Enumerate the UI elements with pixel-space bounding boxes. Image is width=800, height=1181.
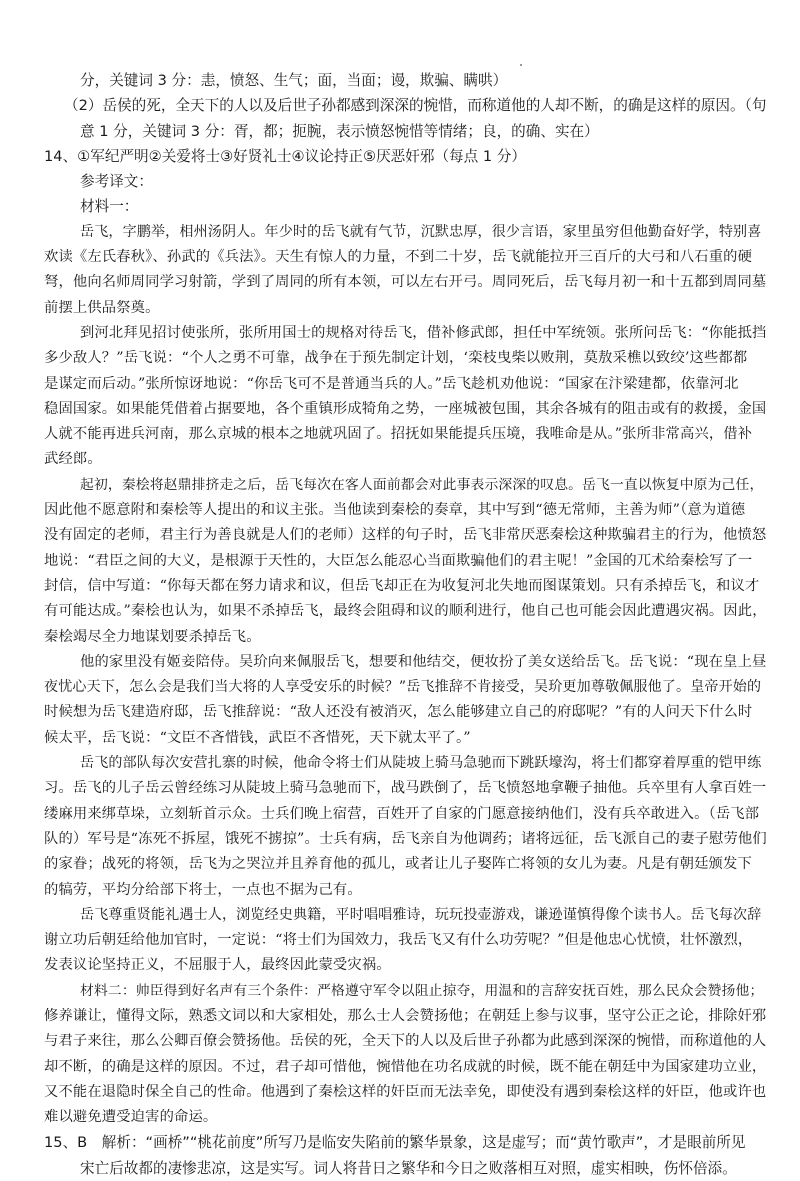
material1-line-10: 武经郎。	[44, 451, 102, 468]
material1-line-1: 岳飞，字鹏举，相州汤阴人。年少时的岳飞就有气节，沉默忠厚，很少言语，家里虽穷但他勤奋好学，特别喜	[80, 223, 762, 240]
material1-line-15: 封信，信中写道：“你每天都在努力请求和议，但岳飞却正在为收复河北失地而图谋策划。只有杀掉岳飞，和议才	[44, 577, 760, 594]
material1-line-7: 是谋定而后动。”张所惊讶地说：“你岳飞可不是普通当兵的人。”岳飞趁机劝他说：“国家在汴梁建都，依靠河北	[44, 375, 739, 392]
material1-line-29: 谢立功后朝廷给他加官时，一定说：“将士们为国效力，我岳飞又有什么功劳呢？”但是他忠心忧愤，壮怀激烈，	[44, 932, 753, 949]
material1-line-16: 有可能达成。”秦桧也认为，如果不杀掉岳飞，最终会阻碍和议的顺利进行，他自己也可能会因此遭遇灾祸。因此，	[44, 603, 767, 620]
q14-answer	[44, 144, 772, 169]
material1-line-19: 夜忧心天下，怎么会是我们当大将的人享受安乐的时候？”岳飞推辞不肯接受，吴玠更加尊敬佩服他了。皇帝开始的	[44, 679, 762, 696]
material2-line-3: 与君子来往，那么公卿百僚会赞扬他。岳侯的死，全天下的人以及后世子孙都为此感到深深的惋惜，而称道他的人	[44, 1033, 767, 1050]
material1-line-17: 秦桧竭尽全力地谋划要杀掉岳飞。	[44, 628, 261, 645]
material1-line-9: 人就不能再进兵河南，那么京城的根本之地就巩固了。招抚如果能提兵压境，我唯命是从。”张所非常高兴，借补	[44, 426, 753, 443]
material1-line-30: 发表议论坚持正义，不屈服于人，最终因此蒙受灾祸。	[44, 957, 391, 974]
material1-line-26: 的家眷；战死的将领，岳飞为之哭泣并且养育他的孤儿，或者让儿子娶阵亡将领的女儿为妻。凡是有朝廷颁发下	[44, 856, 752, 873]
q15-number: 15、	[44, 1134, 78, 1152]
material1-line-24: 缕麻用来绑草垛，立刻斩首示众。士兵们晚上宿营，百姓开了自家的门愿意接纳他们，没有兵卒敢进入。（岳飞部	[44, 805, 760, 822]
material1-line-28: 岳飞尊重贤能礼遇士人，浏览经史典籍，平时唱唱雅诗，玩玩投壶游戏，谦逊谨慎得像个读书人。岳飞每次辞	[80, 906, 762, 923]
material1-line-14: 地说：“君臣之间的大义，是根源于天性的，大臣怎么能忍心当面欺骗他们的君主呢！”金国的兀术给秦桧写了一	[44, 552, 753, 569]
material1-line-2: 欢读《左氏春秋》、孙武的《兵法》。天生有惊人的力量，不到二十岁，岳飞就能拉开三百斤的大弓和八石重的硬	[44, 249, 753, 266]
material1-line-27: 的犒劳，平均分给部下将士，一点也不据为己有。	[44, 881, 362, 898]
material1-label: 材料一：	[80, 198, 139, 216]
q15-answer-text: B 解析：“画桥”“桃花前度”所写乃是临安失陷前的繁华景象，这是虚写；而“黄竹歌声”，才是眼前所见	[77, 1134, 746, 1152]
material1-line-4: 前摆上供品祭奠。	[44, 299, 160, 316]
material1-line-6: 多少敌人？”岳飞说：“个人之勇不可靠，战争在于预先制定计划，‘栾枝曳柴以败荆，莫敖采樵以致绞’这些都都	[44, 350, 748, 367]
material1-line-21: 候太平，岳飞说：“文臣不吝惜钱，武臣不吝惜死，天下就太平了。”	[44, 729, 471, 746]
material2-line-2: 修养谦让，懂得文际，熟悉文词以和大家相处，那么士人会赞扬他；在朝廷上参与议事，坚守公正之论，排除奸邪	[44, 1007, 767, 1024]
material1-line-5: 到河北拜见招讨使张所，张所用国士的规格对待岳飞，借补修武郎，担任中军统领。张所问岳飞：“你能抵挡	[80, 324, 767, 341]
q15-answer-line-2: 宋亡后故都的凄惨悲凉，这是实写。词人将昔日之繁华和今日之败落相互对照，虚实相映，伤怀倍添。	[80, 1159, 737, 1177]
q14-answer-text: ①军纪严明②关爱将士③好贤礼士④议论持正⑤厌恶奸邪（每点 1 分）	[77, 147, 526, 165]
material1-line-20: 时候想为岳飞建造府邸，岳飞推辞说：“敌人还没有被消灭，怎么能够建立自己的府邸呢？”有的人问天下什么时	[44, 704, 753, 721]
material2-line-4: 却不断，的确是这样的原因。不过，君子却可惜他，惋惜他在功名成就的时候，既不能在朝廷中为国家建功立业，	[44, 1058, 767, 1075]
material1-line-18: 他的家里没有姬妾陪侍。吴玠向来佩服岳飞，想要和他结交，便妆扮了美女送给岳飞。岳飞说：“现在皇上昼	[80, 653, 767, 670]
material2-body	[44, 979, 772, 1131]
material1-line-25: 队的）军号是“冻死不拆屋，饿死不掳掠”。士兵有病，岳飞亲自为他调药；诸将远征，岳飞派自己的妻子慰劳他们	[44, 830, 767, 847]
translation-label: 参考译文：	[80, 173, 153, 191]
scan-speck	[520, 64, 522, 66]
material1-line-8: 稳固国家。如果能凭借着占据要地，各个重镇形成犄角之势，一座城被包围，其余各城有的阻击或有的救援，金国	[44, 400, 767, 417]
material1-line-11: 起初，秦桧将赵鼎排挤走之后，岳飞每次在客人面前都会对此事表示深深的叹息。岳飞一直以恢复中原为己任，	[80, 476, 764, 493]
material2-line-6: 难以避免遭受迫害的命运。	[44, 1109, 218, 1126]
material1-line-22: 岳飞的部队每次安营扎寨的时候，他命令将士们从陡坡上骑马急驰而下跳跃壕沟，将士们都穿着厚重的铠甲练	[80, 755, 762, 772]
material1-body	[44, 220, 772, 979]
material2-line-5: 又不能在退隐时保全自己的性命。他遇到了秦桧这样的奸臣而无法幸免，即使没有遇到秦桧这样的奸臣，他或许也	[44, 1083, 767, 1100]
q13-answer-line-2: （2）岳侯的死，全天下的人以及后世子孙都感到深深的惋惜，而称道他的人却不断，的确是这样的原因。（句	[64, 97, 767, 115]
material1-line-12: 因此他不愿意附和秦桧等人提出的和议主张。当他读到秦桧的奏章，其中写到“德无常师，主善为师”（意为道德	[44, 502, 746, 519]
q13-answer-line-3: 意 1 分，关键词 3 分：胥，都；扼腕，表示愤怒惋惜等情绪；良，的确、实在）	[80, 122, 599, 140]
answer-key-page	[44, 68, 772, 1181]
q15-answer-line-1	[44, 1130, 772, 1155]
q14-number: 14、	[44, 147, 78, 165]
material1-line-23: 习。岳飞的儿子岳云曾经练习从陡坡上骑马急驰而下，战马跌倒了，岳飞愤怒地拿鞭子抽他。兵卒里有人拿百姓一	[44, 780, 767, 797]
material1-line-3: 弩，他向名师周同学习射箭，学到了周同的所有本领，可以左右开弓。周同死后，岳飞每月初一和十五都到周同墓	[44, 274, 767, 291]
material1-line-13: 没有固定的老师，君主行为善良就是人们的老师）这样的句子时，岳飞非常厌恶秦桧这种欺骗君主的行为，他愤怒	[44, 527, 767, 544]
material2-line-1: 材料二：帅臣得到好名声有三个条件：严格遵守军令以阻止掠夺，用温和的言辞安抚百姓，那么民众会赞扬他；	[80, 982, 764, 999]
q13-answer-line-1: 分，关键词 3 分：恚，愤怒、生气；面，当面；谩，欺骗、瞒哄）	[80, 72, 508, 89]
